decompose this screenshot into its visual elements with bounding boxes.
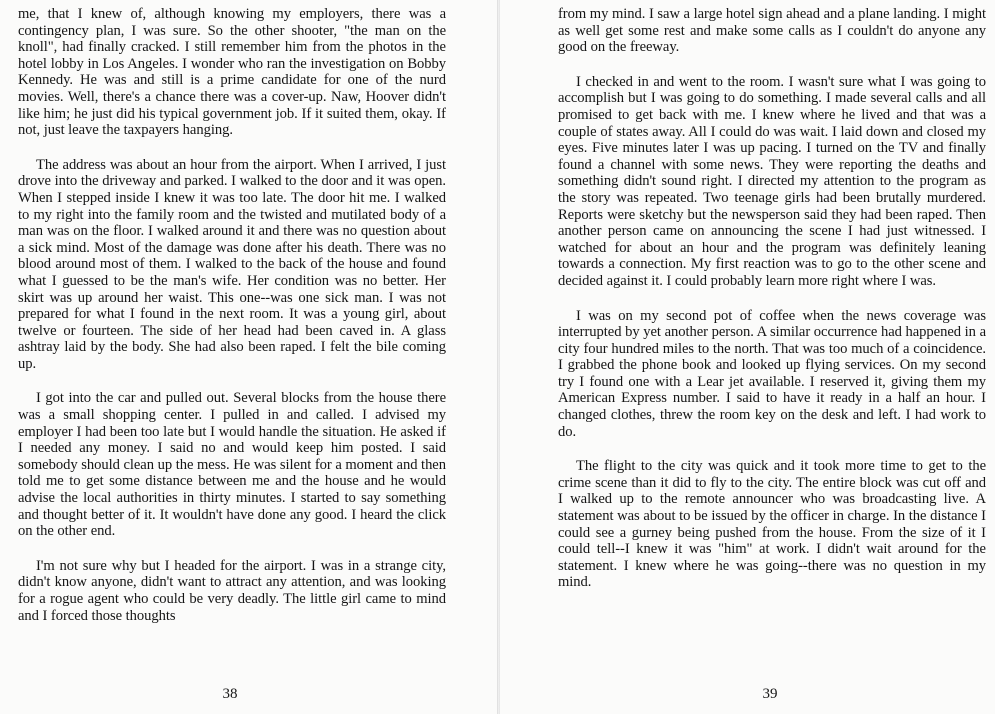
paragraph: from my mind. I saw a large hotel sign ahead and a plane landing. I might as well get some rest and make some calls as I couldn't do anyone any good on the freeway.: [558, 6, 986, 56]
right-page: [500, 0, 995, 714]
paragraph: The flight to the city was quick and it took more time to get to the crime scene than it did to fly to the city. The entire block was cut off and I walked up to the remote announcer who was broadcasting live. A statement was about to be issued by the officer in charge. In the distance I could see a gurney being pushed from the house. From the size of it I could tell--I knew it was "him" at work. I didn't wait around for the statement. I knew where he was going--there was no question in my mind.: [558, 458, 986, 591]
paragraph: I got into the car and pulled out. Several blocks from the house there was a small shopping center. I pulled in and called. I advised my employer I had been too late but I would handle the situation. He asked if I needed any money. I said no and would keep him posted. I said somebody should clean up the mess. He was silent for a moment and then told me to get some distance between me and the house and he would advise the local authorities in thirty minutes. I started to say something and thought better of it. It wouldn't have done any good. I heard the click on the other end.: [18, 390, 446, 540]
paragraph: I checked in and went to the room. I wasn't sure what I was going to accomplish but I was going to do something. I made several calls and all promised to get back with me. I knew where he lived and that was a couple of states away. All I could do was wait. I laid down and closed my eyes. Five minutes later I was up pacing. I turned on the TV and finally found a channel with some news. They were reporting the deaths and something didn't sound right. I directed my attention to the program as the story was repeated. Two teenage girls had been brutally murdered. Reports were sketchy but the newsperson said they had been raped. Then another person came on announcing the scene I had just witnessed. I watched for about an hour and the program was definitely leaning towards a connection. My first reaction was to go to the other scene and decided against it. I could probably learn more right where I was.: [558, 73, 986, 289]
page-number: 39: [762, 686, 778, 702]
left-page-body: [18, 6, 446, 642]
page-number: 38: [222, 686, 238, 702]
paragraph: I was on my second pot of coffee when the news coverage was interrupted by yet another person. A similar occurrence had happened in a city four hundred miles to the north. That was too much of a coincidence. I grabbed the phone book and looked up flying services. On my second try I found one with a Lear jet available. I reserved it, giving them my American Express number. I said to have it ready in a half an hour. I changed clothes, threw the room key on the desk and left. I had work to do.: [558, 307, 986, 440]
paragraph: me, that I knew of, although knowing my employers, there was a contingency plan, I was sure. So the other shooter, "the man on the knoll", had finally cracked. I still remember him from the photos in the hotel lobby in Los Angeles. I wonder who ran the investigation on Bobby Kennedy. He was and still is a prime candidate for one of the nurd movies. Well, there's a chance there was a cover-up. Naw, Hoover didn't like him; he just did his typical government job. If it suited them, okay. If not, just leave the taxpayers hanging.: [18, 6, 446, 139]
left-page: [0, 0, 497, 714]
paragraph: The address was about an hour from the airport. When I arrived, I just drove into the driveway and parked. I walked to the door and it was open. When I stepped inside I knew it was too late. The door hit me. I walked to my right into the family room and the twisted and mutilated body of a man was on the floor. I walked around it and there was no question about a sick mind. Most of the damage was done after his death. There was no blood around most of them. I walked to the back of the house and found what I guessed to be the man's wife. Her condition was no better. Her skirt was up around her waist. This one--was one sick man. I was not prepared for what I found in the next room. It was a young girl, about twelve or fourteen. The side of her head had been caved in. A glass ashtray laid by the body. She had also been raped. I felt the bile coming up.: [18, 156, 446, 372]
paragraph: I'm not sure why but I headed for the airport. I was in a strange city, didn't know anyone, didn't want to attract any attention, and was looking for a rogue agent who could be very deadly. The little girl came to mind and I forced those thoughts: [18, 557, 446, 624]
right-page-body: [558, 6, 986, 609]
